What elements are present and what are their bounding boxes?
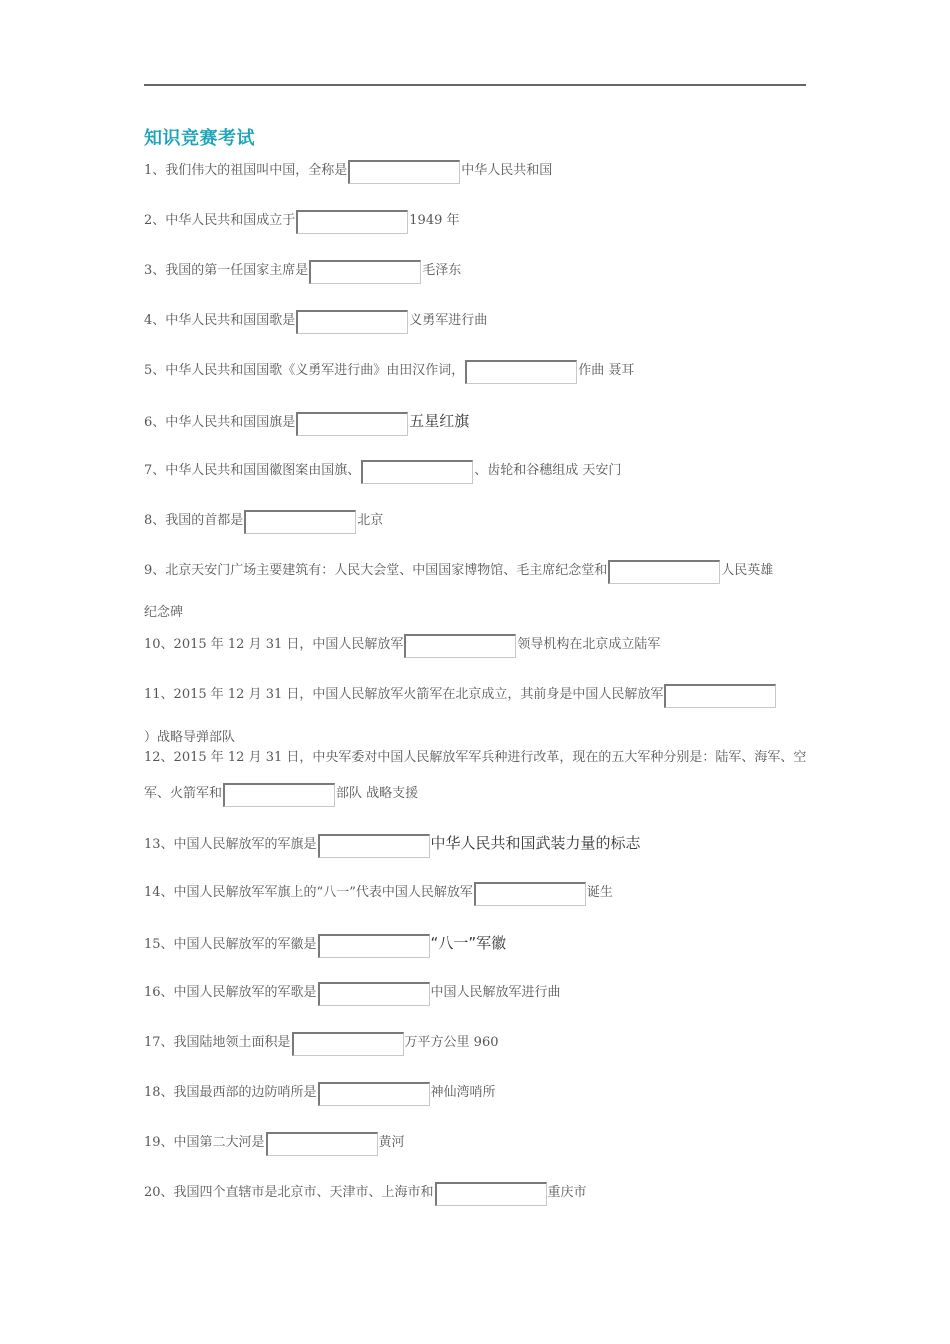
answer-text: 领导机构在北京成立陆军	[517, 637, 661, 652]
question-15	[144, 930, 814, 958]
question-11	[144, 682, 814, 708]
answer-field[interactable]	[435, 1182, 547, 1206]
question-text: 1、我们伟大的祖国叫中国，全称是	[144, 163, 348, 178]
question-text: 3、我国的第一任国家主席是	[144, 263, 309, 278]
question-text: 18、我国最西部的边防哨所是	[144, 1085, 317, 1100]
question-text: 14、中国人民解放军军旗上的“八一”代表中国人民解放军	[144, 885, 473, 900]
question-6	[144, 408, 814, 436]
question-10	[144, 632, 814, 658]
answer-text: 作曲 聂耳	[578, 363, 635, 378]
question-2	[144, 208, 814, 234]
answer-text: 、齿轮和谷穗组成 天安门	[474, 463, 622, 478]
question-13	[144, 830, 814, 858]
question-9-continuation: 纪念碑	[144, 605, 184, 620]
answer-field[interactable]	[244, 510, 356, 534]
answer-field[interactable]	[474, 882, 586, 906]
answer-field[interactable]	[223, 783, 335, 807]
question-text: 17、我国陆地领土面积是	[144, 1035, 291, 1050]
answer-field[interactable]	[296, 310, 408, 334]
answer-text: 北京	[357, 513, 384, 528]
question-text: 19、中国第二大河是	[144, 1135, 265, 1150]
question-7	[144, 458, 814, 484]
question-text: 5、中华人民共和国国歌《义勇军进行曲》由田汉作词，	[144, 363, 465, 378]
question-17	[144, 1030, 814, 1056]
answer-field[interactable]	[348, 160, 460, 184]
question-19	[144, 1130, 814, 1156]
page-title: 知识竞赛考试	[144, 128, 255, 149]
answer-field[interactable]	[296, 210, 408, 234]
question-1	[144, 158, 814, 184]
question-18	[144, 1080, 814, 1106]
question-4	[144, 308, 814, 334]
question-20	[144, 1180, 814, 1206]
answer-text: 神仙湾哨所	[430, 1085, 496, 1100]
question-text: 6、中华人民共和国国旗是	[144, 415, 296, 430]
answer-field[interactable]	[296, 412, 408, 436]
question-11-continuation: ）战略导弹部队	[144, 730, 236, 745]
answer-field[interactable]	[608, 560, 720, 584]
question-3	[144, 258, 814, 284]
answer-text: 部队 战略支援	[336, 786, 419, 801]
answer-text: 中国人民解放军进行曲	[430, 985, 561, 1000]
question-text: 8、我国的首都是	[144, 513, 244, 528]
answer-text: 万平方公里 960	[404, 1035, 499, 1050]
answer-field[interactable]	[318, 934, 430, 958]
answer-text: 中华人民共和国武装力量的标志	[430, 834, 641, 852]
answer-field[interactable]	[318, 1082, 430, 1106]
answer-text: 五星红旗	[409, 412, 470, 430]
question-text: 9、北京天安门广场主要建筑有：人民大会堂、中国国家博物馆、毛主席纪念堂和	[144, 563, 608, 578]
answer-field[interactable]	[266, 1132, 378, 1156]
question-text: 20、我国四个直辖市是北京市、天津市、上海市和	[144, 1185, 434, 1200]
answer-text: 1949 年	[409, 213, 460, 228]
answer-text: 义勇军进行曲	[409, 313, 488, 328]
answer-field[interactable]	[309, 260, 421, 284]
question-text: 2、中华人民共和国成立于	[144, 213, 296, 228]
question-text: 15、中国人民解放军的军徽是	[144, 937, 317, 952]
question-text: 11、2015 年 12 月 31 日，中国人民解放军火箭军在北京成立，其前身是中国人民解放军	[144, 687, 664, 702]
answer-text: “八一”军徽	[430, 934, 507, 952]
header-rule	[144, 84, 806, 86]
answer-field[interactable]	[318, 834, 430, 858]
question-9	[144, 558, 814, 584]
answer-field[interactable]	[318, 982, 430, 1006]
question-16	[144, 980, 814, 1006]
question-12	[144, 740, 809, 812]
question-text: 16、中国人民解放军的军歌是	[144, 985, 317, 1000]
question-14	[144, 880, 814, 906]
answer-text: 人民英雄	[721, 563, 774, 578]
answer-text: 毛泽东	[422, 263, 462, 278]
answer-text: 诞生	[586, 885, 613, 900]
answer-field[interactable]	[664, 684, 776, 708]
answer-field[interactable]	[361, 460, 473, 484]
answer-field[interactable]	[292, 1032, 404, 1056]
answer-text: 中华人民共和国	[461, 163, 553, 178]
question-5	[144, 358, 814, 384]
question-text: 13、中国人民解放军的军旗是	[144, 837, 317, 852]
question-text: 10、2015 年 12 月 31 日，中国人民解放军	[144, 637, 404, 652]
question-text: 4、中华人民共和国国歌是	[144, 313, 296, 328]
question-text: 7、中华人民共和国国徽图案由国旗、	[144, 463, 361, 478]
answer-text: 重庆市	[547, 1185, 587, 1200]
answer-text: 黄河	[378, 1135, 405, 1150]
answer-field[interactable]	[465, 360, 577, 384]
answer-field[interactable]	[404, 634, 516, 658]
question-8	[144, 508, 814, 534]
question-text: 12、2015 年 12 月 31 日，中央军委对中国人民解放军军兵种进行改革，现在的五大军种分别是：陆军、海军、空军、火箭军和	[144, 750, 807, 801]
